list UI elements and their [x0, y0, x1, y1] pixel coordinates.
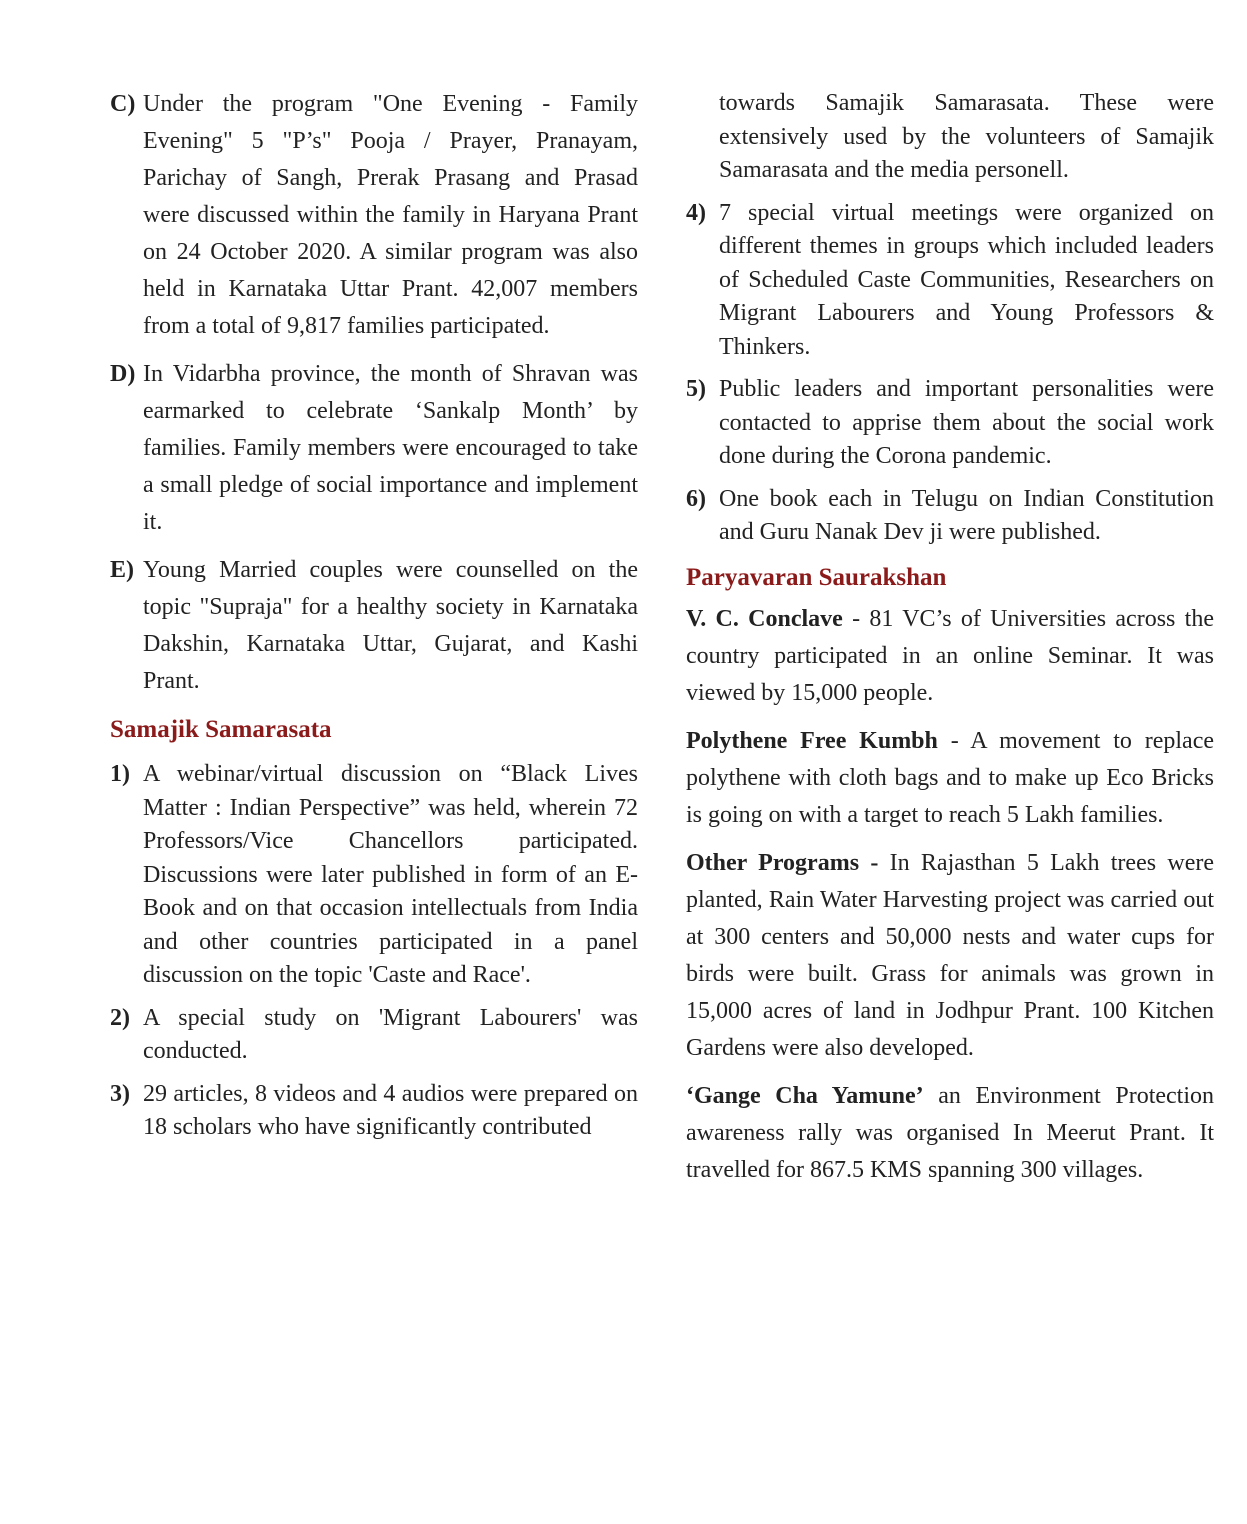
list-item-1 [110, 758, 638, 993]
list-marker: 2) [110, 1004, 130, 1031]
paragraph-lead: ‘Gange Cha Yamune’ [686, 1082, 924, 1109]
list-item-d [110, 356, 638, 541]
list-item-2 [110, 1002, 638, 1069]
list-item-text: Under the program "One Evening - Family Evening" 5 "P’s" Pooja / Prayer, Pranayam, Parichay of Sangh, Prerak Prasang and Prasad were discussed within the family in Haryana Prant on 24 October 2020. A similar program was also held in Karnataka Uttar Prant. 42,007 members from a total of 9,817 families participated. [143, 91, 638, 339]
list-marker: E) [110, 557, 134, 583]
list-marker: D) [110, 361, 136, 387]
list-marker: 5) [686, 376, 706, 402]
list-marker: C) [110, 91, 136, 117]
paragraph-lead: V. C. Conclave [686, 605, 843, 632]
list-item-text: Young Married couples were counselled on the topic "Supraja" for a healthy society in Karnataka Dakshin, Karnataka Uttar, Gujarat, and Kashi Prant. [143, 557, 638, 694]
list-item-text: 7 special virtual meetings were organized on different themes in groups which included leaders of Scheduled Caste Communities, Researchers on Migrant Labourers and Young Professors & Thinkers. [719, 199, 1214, 360]
paragraph-text: - A movement to replace polythene with cloth bags and to make up Eco Bricks is going on with a target to reach 5 Lakh families. [686, 727, 1214, 828]
list-item-text: 29 articles, 8 videos and 4 audios were prepared on 18 scholars who have significantly contributed [143, 1080, 638, 1140]
list-item-3-continuation: towards Samajik Samarasata. These were extensively used by the volunteers of Samajik Samarasata and the media personell. [719, 90, 1214, 183]
list-item-text: One book each in Telugu on Indian Constitution and Guru Nanak Dev ji were published. [719, 485, 1214, 545]
list-item-6 [686, 483, 1214, 550]
list-marker: 3) [110, 1080, 130, 1107]
list-item-5 [686, 373, 1214, 474]
paragraph-vc-conclave [686, 601, 1214, 712]
paragraph-text: In Rajasthan 5 Lakh trees were planted, Rain Water Harvesting project was carried out at 300 centers and 50,000 nests and water cups for birds were built. Grass for animals was grown in 15,000 acres of land in Jodhpur Prant. 100 Kitchen Gardens were also developed. [686, 849, 1214, 1061]
list-marker: 6) [686, 485, 706, 512]
list-marker: 4) [686, 199, 706, 226]
paragraph-lead: Other Programs - [686, 849, 879, 876]
paragraph-polythene-free-kumbh [686, 723, 1214, 834]
list-item-text: A special study on 'Migrant Labourers' was conducted. [143, 1004, 638, 1064]
right-column [686, 86, 1214, 1200]
list-item-3 [110, 1078, 638, 1145]
list-item-text: In Vidarbha province, the month of Shravan was earmarked to celebrate ‘Sankalp Month’ by families. Family members were encouraged to take a small pledge of social importance and implement it. [143, 361, 638, 535]
paragraph-text: an Environment Protection awareness rally was organised In Meerut Prant. It travelled for 867.5 KMS spanning 300 villages. [686, 1082, 1215, 1183]
paragraph-lead: Polythene Free Kumbh [686, 727, 938, 754]
paragraph-other-programs [686, 845, 1214, 1067]
list-item-text: A webinar/virtual discussion on “Black Lives Matter : Indian Perspective” was held, wherein 72 Professors/Vice Chancellors participated. Discussions were later published in form of an E-Book and on that occasion intellectuals from India and other countries participated in a panel discussion on the topic 'Caste and Race'. [143, 761, 638, 988]
list-item-text: Public leaders and important personalities were contacted to apprise them about the social work done during the Corona pandemic. [719, 376, 1214, 469]
list-marker: 1) [110, 761, 130, 787]
left-column [110, 86, 638, 1154]
list-item-4 [686, 197, 1214, 365]
paragraph-gange-cha-yamune [686, 1078, 1214, 1189]
list-item-e [110, 552, 638, 700]
section-heading-paryavaran-saurakshan: Paryavaran Saurakshan [686, 563, 947, 591]
section-heading-samajik-samarasata: Samajik Samarasata [110, 716, 332, 743]
paragraph-text: - 81 VC’s of Universities across the country participated in an online Seminar. It was viewed by 15,000 people. [686, 605, 1214, 706]
list-item-c [110, 86, 638, 345]
